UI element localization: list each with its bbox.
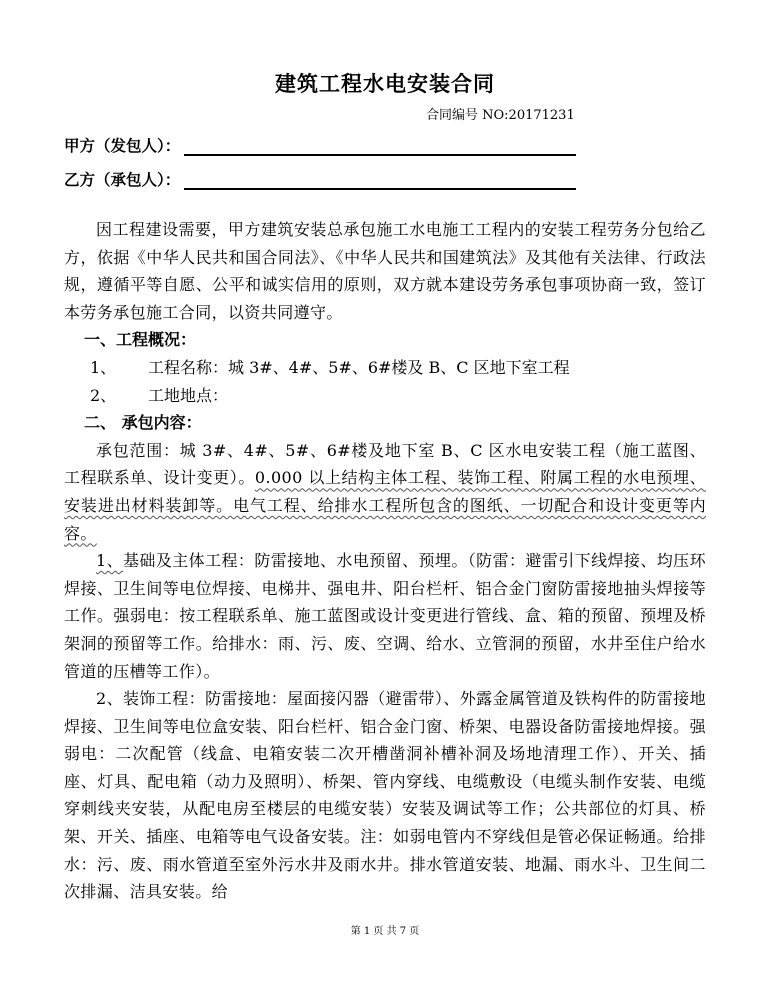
section-heading-overview: 一、工程概况： [84,330,197,350]
party-a-label: 甲方（发包人）： [64,137,181,155]
decoration-paragraph: 2、装饰工程：防雷接地：屋面接闪器（避雷带）、外露金属管道及铁构件的防雷接地焊接、卫生间等电位盒安装、阳台栏杆、铝合金门窗、桥架、电器设备防雷接地焊接。强弱电：二次配管（线盒、电箱安装二次开槽凿洞补槽补洞及场地清理工作）、开关、插座、灯具、配电箱（动力及照明）、桥架、管内穿线、电缆敷设（电缆头制作安装、电缆穿刺线夹安装，从配电房至楼层的电缆安装）安装及调试等工作；公共部位的灯具、桥架、开关、插座、电箱等电气设备安装。注：如弱电管内不穿线但是管必保证畅通。给排水：污、废、雨水管道至室外污水井及雨水井。排水管道安装、地漏、雨水斗、卫生间二次排漏、洁具安装。给 [64,689,706,902]
foundation-number: 1、 [96,551,124,571]
item-number: 2、 [90,385,117,405]
contract-number: 合同编号 NO:20171231 [426,108,575,123]
scope-paragraph [64,437,706,547]
item-text: 工地地点： [148,385,229,405]
item-text: 工程名称：城 3#、4#、5#、6#楼及 B、C 区地下室工程 [148,357,570,377]
page-footer: 第 1 页 共 7 页 [350,926,420,937]
foundation-paragraph [64,547,706,685]
party-b-row [64,168,576,190]
scope-text: 承包范围：城 3#、4#、5#、6#楼及地下室 B、C 区水电安装工程（施工蓝图、工程联系单、设计变更）。 [64,440,706,488]
section-heading-scope: 二、 承包内容： [84,413,202,433]
party-b-label: 乙方（承包人）： [64,171,181,189]
intro-paragraph: 因工程建设需要，甲方建筑安装总承包施工水电施工工程内的安装工程劳务分包给乙方，依据《中华人民共和国合同法》、《中华人民共和国建筑法》及其他有关法律、行政法规，遵循平等自愿、公平和诚实信用的原则，双方就本建设劳务承包事项协商一致，签订本劳务承包施工合同，以资共同遵守。 [64,220,706,322]
foundation-text: 基础及主体工程：防雷接地、水电预留、预埋。（防雷：避雷引下线焊接、均压环焊接、卫生间等电位焊接、电梯井、强电井、阳台栏杆、铝合金门窗防雷接地抽头焊接等工作。强弱电：按工程联系单、施工蓝图或设计变更进行管线、盒、箱的预留、预埋及桥架洞的预留等工作。给排水：雨、污、废、空调、给水、立管洞的预留，水井至住户给水管道的压槽等工作）。 [64,551,706,681]
overview-item-project-name [64,354,706,382]
contract-body [64,216,706,906]
party-a-row [64,134,576,156]
party-b-blank-line [184,170,576,190]
document-title: 建筑工程水电安装合同 [275,72,495,96]
overview-item-site-location [64,382,706,410]
party-a-blank-line [184,136,576,156]
item-number: 1、 [90,357,117,377]
scope-underlined-text: 0.000 以上结构主体工程、装饰工程、附属工程的水电预埋、安装进出材料装卸等。电气工程、给排水工程所包含的图纸、一切配合和设计变更等内容。 [64,468,706,543]
